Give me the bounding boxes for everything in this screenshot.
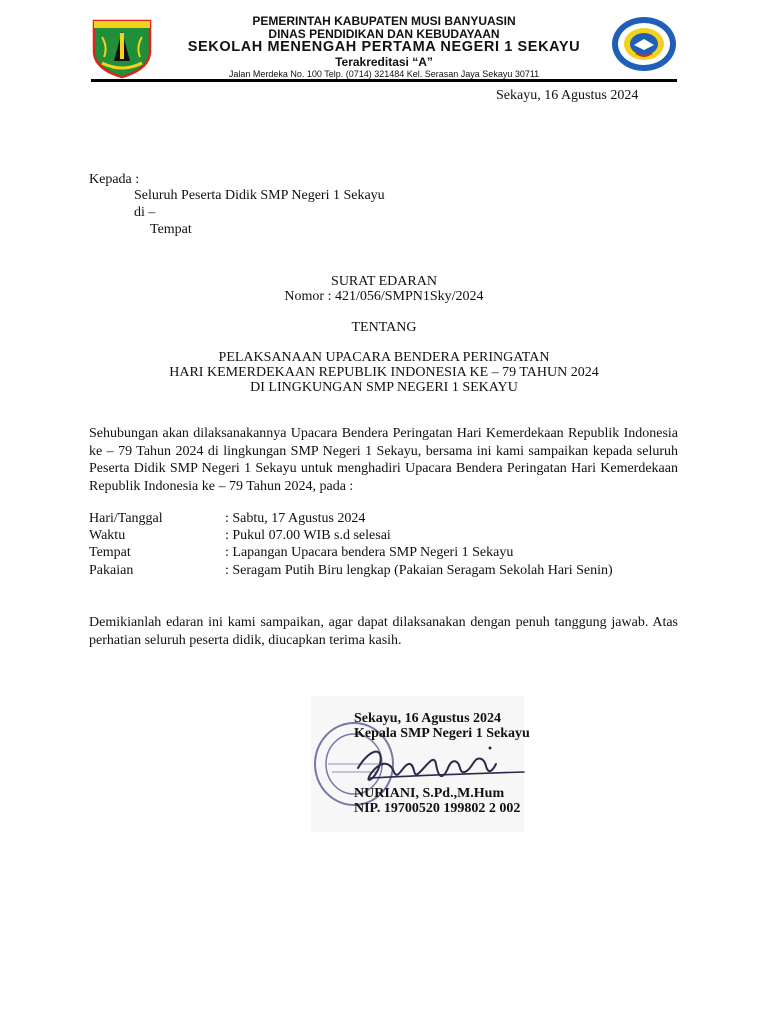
detail-label: Pakaian bbox=[89, 563, 134, 578]
detail-value: : Sabtu, 17 Agustus 2024 bbox=[225, 511, 366, 526]
handwritten-signature bbox=[350, 742, 526, 790]
signatory-nip: NIP. 19700520 199802 2 002 bbox=[354, 801, 521, 816]
recipient-place: Tempat bbox=[150, 222, 192, 237]
detail-label: Waktu bbox=[89, 528, 126, 543]
intro-paragraph: Sehubungan akan dilaksanakannya Upacara Bendera Peringatan Hari Kemerdekaan Republik Indonesia ke – 79 Tahun 2024 di lingkungan SMP Negeri 1 Sekayu, bersama ini kami sampaikan kepada seluruh Peserta Didik SMP Negeri 1 Sekayu untuk menghadiri Upacara Bendera Peringatan Hari Kemerdekaan Republik Indonesia ke – 79 Tahun 2024, pada : bbox=[89, 426, 678, 494]
letterhead-department: DINAS PENDIDIKAN DAN KEBUDAYAAN bbox=[268, 27, 500, 41]
subject-line-3: DI LINGKUNGAN SMP NEGERI 1 SEKAYU bbox=[250, 380, 518, 395]
signatory-name: NURIANI, S.Pd.,M.Hum bbox=[354, 786, 505, 801]
document-number: Nomor : 421/056/SMPN1Sky/2024 bbox=[284, 289, 484, 304]
letterhead-accreditation: Terakreditasi “A” bbox=[335, 55, 433, 69]
detail-value: : Lapangan Upacara bendera SMP Negeri 1 Sekayu bbox=[225, 545, 514, 560]
closing-paragraph: Demikianlah edaran ini kami sampaikan, agar dapat dilaksanakan dengan penuh tanggung jawab. Atas perhatian seluruh peserta didik, diucapkan terima kasih. bbox=[89, 615, 678, 648]
letterhead-address: Jalan Merdeka No. 100 Telp. (0714) 321484 Kel. Serasan Jaya Sekayu 30711 bbox=[228, 69, 540, 79]
recipient-name: Seluruh Peserta Didik SMP Negeri 1 Sekayu bbox=[134, 188, 385, 203]
detail-value: : Seragam Putih Biru lengkap (Pakaian Seragam Sekolah Hari Senin) bbox=[225, 563, 613, 578]
signature-position: Kepala SMP Negeri 1 Sekayu bbox=[354, 726, 530, 741]
letterhead-school-name: SEKOLAH MENENGAH PERTAMA NEGERI 1 SEKAYU bbox=[187, 39, 581, 55]
recipient-di: di – bbox=[134, 205, 156, 220]
subject-line-1: PELAKSANAAN UPACARA BENDERA PERINGATAN bbox=[218, 350, 550, 365]
letter-date: Sekayu, 16 Agustus 2024 bbox=[496, 88, 639, 103]
detail-label: Hari/Tanggal bbox=[89, 511, 163, 526]
recipient-label: Kepada : bbox=[89, 172, 140, 187]
detail-label: Tempat bbox=[89, 545, 131, 560]
subject-heading: TENTANG bbox=[351, 320, 417, 335]
signature-place-date: Sekayu, 16 Agustus 2024 bbox=[354, 711, 502, 726]
letterhead-government: PEMERINTAH KABUPATEN MUSI BANYUASIN bbox=[252, 14, 516, 28]
document-type: SURAT EDARAN bbox=[331, 274, 437, 289]
detail-value: : Pukul 07.00 WIB s.d selesai bbox=[225, 528, 391, 543]
subject-line-2: HARI KEMERDEKAAN REPUBLIK INDONESIA KE – 79 TAHUN 2024 bbox=[169, 365, 599, 380]
letterhead-divider bbox=[91, 79, 677, 82]
